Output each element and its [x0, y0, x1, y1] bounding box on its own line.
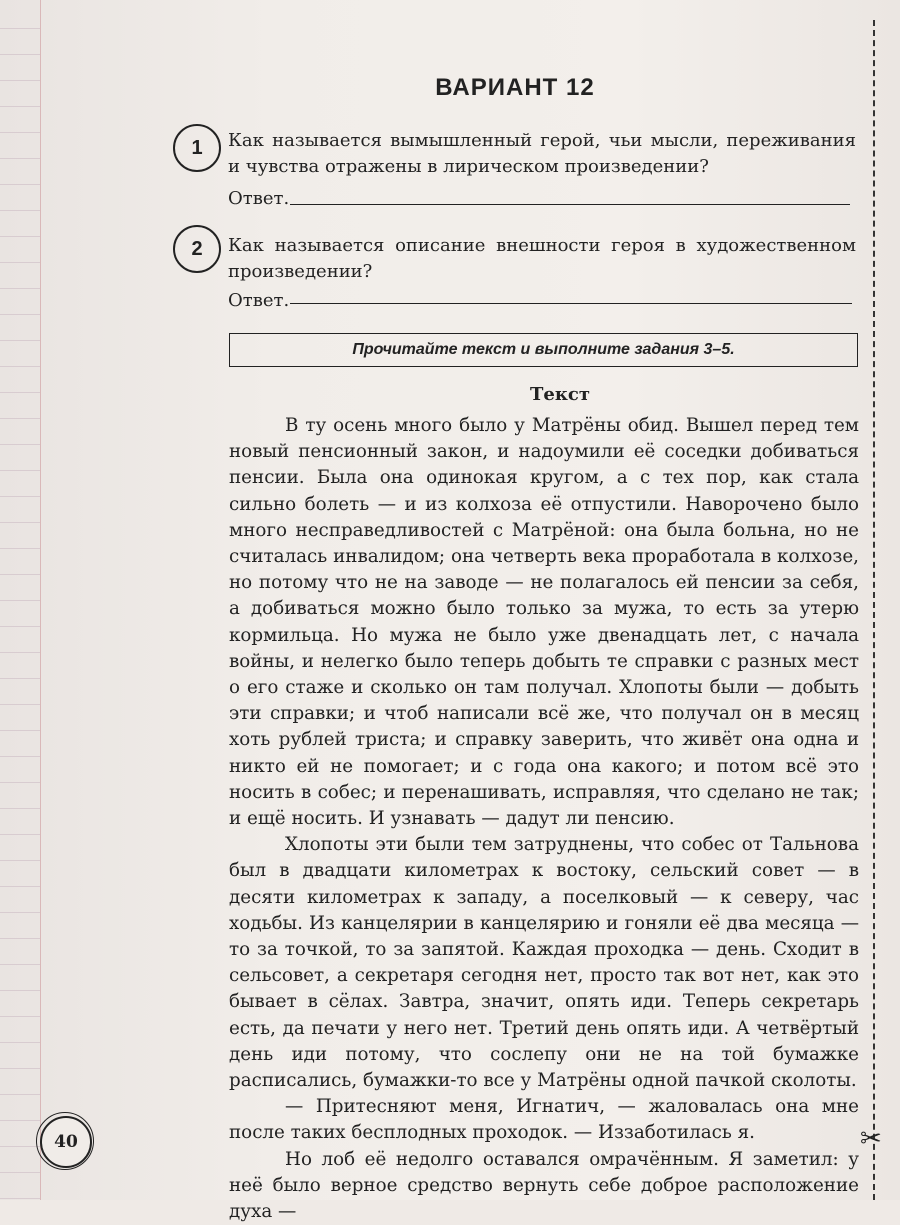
- answer-label: Ответ.: [228, 188, 290, 209]
- cut-line: [873, 20, 875, 1200]
- margin-rule: [0, 548, 40, 549]
- page-number: 40: [40, 1116, 92, 1168]
- margin-rule: [0, 262, 40, 263]
- margin-rule: [0, 366, 40, 367]
- margin-rule: [0, 704, 40, 705]
- margin-rule: [0, 1146, 40, 1147]
- question-text: Как называется вымышленный герой, чьи мысли, переживания и чувства отражены в лирическом произведении?: [228, 130, 856, 177]
- margin-rule: [0, 210, 40, 211]
- margin-line: [40, 0, 41, 1200]
- margin-rule: [0, 522, 40, 523]
- margin-rule: [0, 860, 40, 861]
- margin-rule: [0, 28, 40, 29]
- margin-rule: [0, 106, 40, 107]
- passage-paragraph: Хлопоты эти были тем затруднены, что собес от Тальнова был в двадцати километрах к востоку, сельский совет — в десяти километрах к западу, а поселковый — к северу, час ходьбы. Из канцелярии в канцелярию и гоняли её два месяца — то за точкой, то за запятой. Каждая проходка — день. Сходит в сельсовет, а секретаря сегодня нет, просто так вот нет, как это бывает в сёлах. Завтра, значит, опять иди. Теперь секретарь есть, да печати у него нет. Третий день опять иди. А четвёртый день иди потому, что сослепу они не на той бумажке расписались, бумажки-то все у Матрёны одной пачкой сколоты.: [229, 834, 859, 1092]
- margin-rule: [0, 626, 40, 627]
- margin-rule: [0, 132, 40, 133]
- margin-rule: [0, 1042, 40, 1043]
- margin-rule: [0, 938, 40, 939]
- margin-rule: [0, 236, 40, 237]
- margin-rule: [0, 418, 40, 419]
- margin-rule: [0, 158, 40, 159]
- margin-rule: [0, 574, 40, 575]
- margin-rule: [0, 288, 40, 289]
- instruction-box: Прочитайте текст и выполните задания 3–5.: [229, 333, 858, 367]
- passage: [229, 413, 859, 1225]
- margin-rule: [0, 184, 40, 185]
- margin-rule: [0, 808, 40, 809]
- passage-paragraph: В ту осень много было у Матрёны обид. Вышел перед тем новый пенсионный закон, и надоумили её соседки добиваться пенсии. Была она одинокая кругом, а с тех пор, как стала сильно болеть — и из колхоза её отпустили. Наворочено было много несправедливостей с Матрёной: она была больна, но не считалась инвалидом; она четверть века проработала в колхозе, но потому что не на заводе — не полагалось ей пенсии за себя, а добиваться можно было только за мужа, то есть за утерю кормильца. Но мужа не было уже двенадцать лет, с начала войны, и нелегко было теперь добыть те справки с разных мест о его стаже и сколько он там получал. Хлопоты были — добыть эти справки; и чтоб написали всё же, что получал он в месяц хоть рублей триста; и справку заверить, что живёт она одна и никто ей не помогает; и с года она какого; и потом всё это носить в собес; и перенашивать, исправляя, что сделано не так; и ещё носить. И узнавать — дадут ли пенсию.: [229, 415, 859, 830]
- margin-rule: [0, 314, 40, 315]
- margin-rule: [0, 444, 40, 445]
- margin-rule: [0, 80, 40, 81]
- answer-label: Ответ.: [228, 290, 290, 311]
- margin-rule: [0, 1198, 40, 1199]
- margin-rule: [0, 1120, 40, 1121]
- answer-field[interactable]: [290, 204, 850, 205]
- question-number-badge: 1: [173, 124, 221, 172]
- margin-rule: [0, 834, 40, 835]
- passage-paragraph: — Притесняют меня, Игнатич, — жаловалась она мне после таких бесплодных проходок. — Иззаботилась я.: [229, 1096, 859, 1144]
- margin-rule: [0, 496, 40, 497]
- margin-rule: [0, 1094, 40, 1095]
- margin-rule: [0, 886, 40, 887]
- margin-rule: [0, 912, 40, 913]
- text-heading: Текст: [530, 384, 590, 405]
- margin-rule: [0, 1016, 40, 1017]
- margin-rule: [0, 1172, 40, 1173]
- margin-rule: [0, 1068, 40, 1069]
- passage-paragraph: Но лоб её недолго оставался омрачённым. Я заметил: у неё было верное средство вернуть себе доброе расположение духа —: [229, 1148, 859, 1223]
- margin-rule: [0, 392, 40, 393]
- margin-rule: [0, 964, 40, 965]
- variant-title: ВАРИАНТ 12: [435, 74, 595, 101]
- question-text: Как называется описание внешности героя в художественном произведении?: [228, 235, 856, 282]
- margin-rule: [0, 54, 40, 55]
- margin-rule: [0, 678, 40, 679]
- margin-rule: [0, 756, 40, 757]
- margin-rule: [0, 990, 40, 991]
- scissors-icon: ✂: [860, 1124, 882, 1154]
- margin-rule: [0, 652, 40, 653]
- question-number-badge: 2: [173, 225, 221, 273]
- margin-rule: [0, 340, 40, 341]
- margin-rule: [0, 730, 40, 731]
- margin-rule: [0, 470, 40, 471]
- margin-rule: [0, 782, 40, 783]
- answer-field[interactable]: [290, 303, 852, 304]
- margin-rule: [0, 600, 40, 601]
